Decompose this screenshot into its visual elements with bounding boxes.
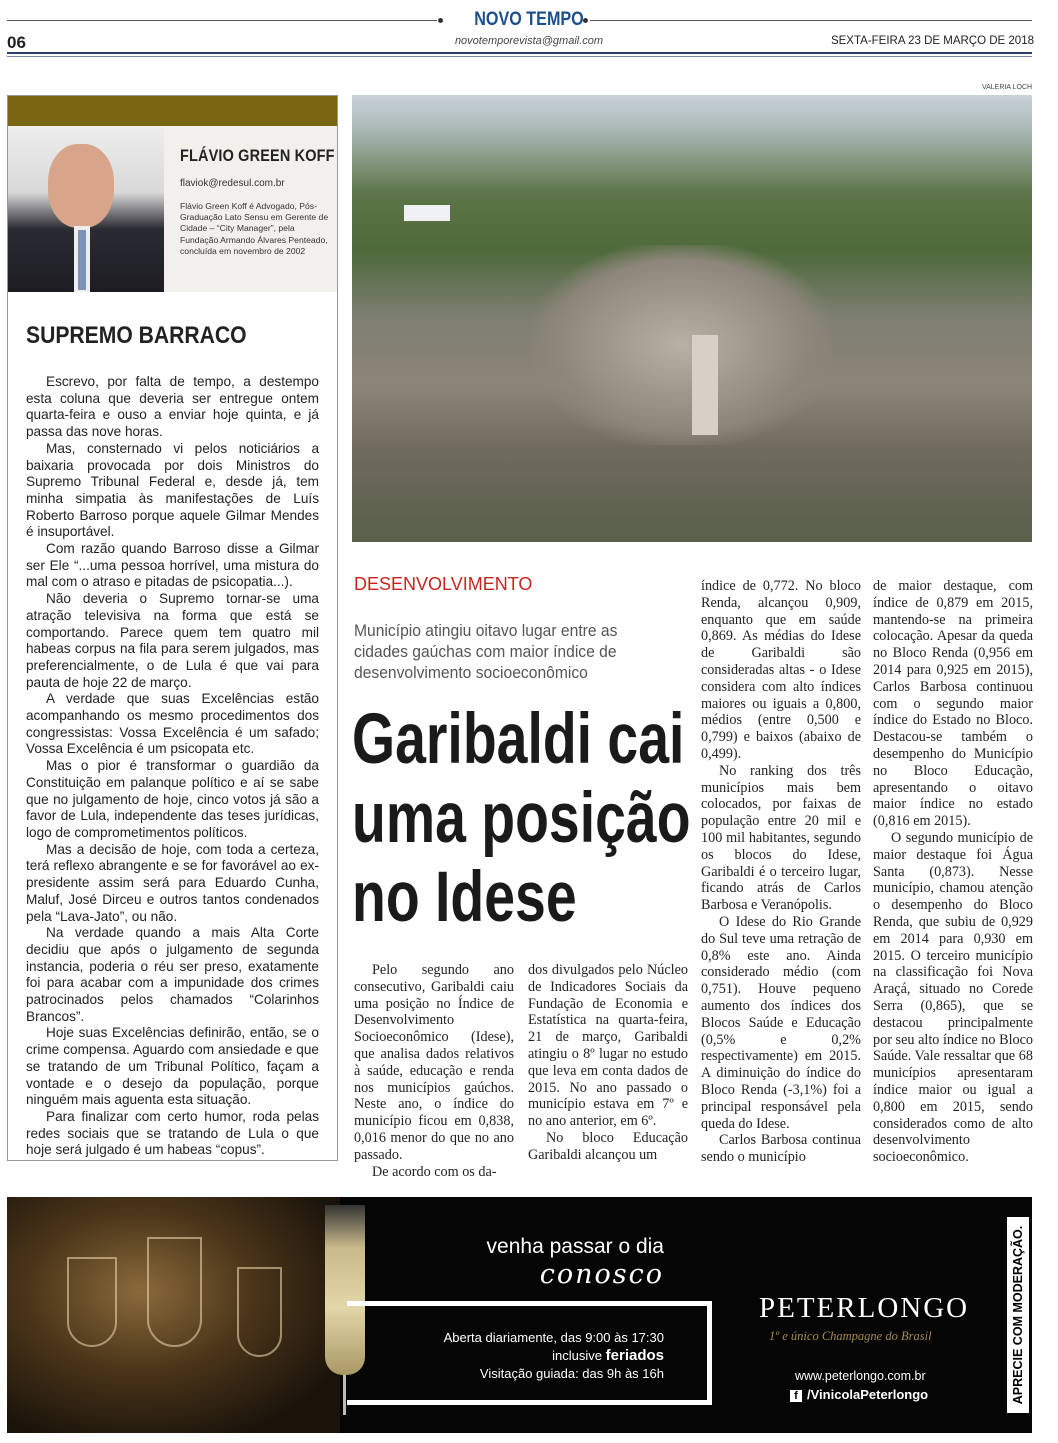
peterlongo-advertisement[interactable] <box>7 1197 1032 1433</box>
paragraph: O Idese do Rio Grande do Sul teve uma retração de 0,8% este ano. Ainda considerado médio (com 0,751). Houve pequeno aumento dos índices dos Blocos Saúde e Educação (0,5% e 0,2% respectivamente) em 2015. A diminuição do índice do Bloco Renda (-3,1%) foi a principal responsável pela queda do Idese. <box>701 913 861 1132</box>
ad-tagline: venha passar o dia <box>486 1235 664 1258</box>
author-info <box>164 126 337 292</box>
paragraph: O segundo município de maior destaque foi Água Santa (0,873). Nesse município, chamou atenção o desempenho do Bloco Renda, que subiu de 0,929 em 2014 para 0,930 em 2015. O terceiro município na classificação foi Nova Araçá, situado no Corede Serra (0,865), que se destacou principalmente por seu alto índice no Bloco Saúde. Vale ressaltar que 68 municípios apresentaram índice maior ou igual a 0,800 em 2015, sendo considerados como de alto desenvolvimento socioeconômico. <box>873 829 1033 1166</box>
paragraph: Mas, consternado vi pelos noticiários a baixaria provocada por dois Ministros do Supremo Tribunal Federal e, desde já, tem minha simpatia às manifestações de Luís Roberto Barroso porque aquele Gilmar Mendes é insuportável. <box>26 440 319 540</box>
header-rule <box>7 56 1032 57</box>
author-name: FLÁVIO GREEN KOFF <box>180 146 335 165</box>
column-title: SUPREMO BARRACO <box>26 322 247 349</box>
paragraph: Pelo segundo ano consecutivo, Garibaldi caiu uma posição no Índice de Desenvolvimento Socioeconômico (Idese), que analisa dados relativos à saúde, educação e renda nos municípios gaúchos. Neste ano, o índice do município ficou em 0,838, 0,016 menor do que no ano passado. <box>354 962 514 1163</box>
paragraph: índice de 0,772. No bloco Renda, alcançou 0,909, enquanto que em saúde 0,869. As médias do Idese de Garibaldi são consideradas altas - o Idese considera com alto índices maiores ou iguais a 0,800, médios (entre 0,500 e 0,799) e baixos (abaixo de 0,499). <box>701 578 861 762</box>
paragraph: Escrevo, por falta de tempo, a destempo esta coluna que deveria ser entregue ontem quarta-feira e ouso a enviar hoje quinta, e já passa das nove horas. <box>26 374 319 440</box>
headline-text: Garibaldi cai uma posição no Idese <box>352 700 691 937</box>
paragraph: Mas a decisão de hoje, com toda a certeza, terá reflexo abrangente e se for favorável ao ex-presidente assim será para Eduardo Cunha, Maluf, José Dirceu e outros tantos condenados pela “Lava-Jato”, ou não. <box>26 841 319 924</box>
ad-tagline-script: conosco <box>539 1259 664 1290</box>
toast-glasses-image <box>7 1197 340 1433</box>
article-section: DESENVOLVIMENTO <box>354 574 533 594</box>
flute-stem <box>343 1375 346 1415</box>
article-column-3 <box>701 578 861 1166</box>
paragraph: dos divulgados pelo Núcleo de Indicadores Sociais da Fundação de Economia e Estatística na quarta-feira, 21 de março, Garibaldi atingiu o 8º lugar no estudo que leva em conta dados de 2015. No ano passado o município estava em 7º e no ano anterior, em 6º. <box>528 962 688 1130</box>
facebook-handle: /VinicolaPeterlongo <box>807 1387 929 1402</box>
warning-text: APRECIE COM MODERAÇÃO. <box>1011 1225 1025 1405</box>
opinion-column <box>7 95 338 1161</box>
building <box>404 205 450 221</box>
paragraph: No ranking dos três municípios mais bem colocados, por faixas de população entre 20 mil e 100 mil habitantes, segundo os blocos do Idese, Garibaldi é o terceiro lugar, ficando atrás de Carlos Barbosa e Veranópolis. <box>701 762 861 914</box>
paragraph: Na verdade quando a mais Alta Corte decidiu que após o julgamento de segunda instancia, poderia o réu ser preso, exatamente foi para acabar com a impunidade dos crimes patrocinados pelos chamados “Colarinhos Brancos”. <box>26 925 319 1024</box>
paragraph: de maior destaque, com índice de 0,879 em 2015, mantendo-se na primeira colocação. Apesar da queda no Bloco Renda (0,956 em 2014 para 0,925 em 2015), Carlos Barbosa continuou com o segundo maior índice do Estado no Bloco. Destacou-se também o desempenho do Município no Bloco Educação, apresentando o oitavo maior índice no estado (0,816 em 2015). <box>873 578 1033 830</box>
author-email[interactable]: flaviok@redesul.com.br <box>180 178 285 189</box>
brand-logo: PETERLONGO <box>759 1292 970 1324</box>
column-band <box>8 96 337 126</box>
facebook-icon: f <box>790 1390 802 1402</box>
paragraph: A verdade que suas Excelências estão acompanhando os mesmo procedimentos dos congressistas: Vossa Excelência é um safado; Vossa Excelência é um psicopata etc. <box>26 691 319 757</box>
glass <box>237 1267 282 1357</box>
paragraph: No bloco Educação Garibaldi alcançou um <box>528 1129 688 1163</box>
author-photo <box>8 126 164 292</box>
author-tie <box>78 230 86 290</box>
city-center <box>532 245 832 445</box>
facebook-link[interactable] <box>790 1387 928 1402</box>
article-column-2 <box>528 962 688 1164</box>
header-rule <box>7 52 1032 54</box>
paragraph: Para finalizar com certo humor, roda pelas redes sociais que se tratando de Lula o que hoje será julgado é um habeas “copus”. <box>26 1108 319 1158</box>
brand-slogan: 1º e único Champagne do Brasil <box>769 1329 932 1343</box>
aerial-city-photo <box>352 95 1032 542</box>
masthead-email[interactable]: novotemporevista@gmail.com <box>454 35 604 47</box>
holidays-line <box>444 1347 664 1365</box>
paragraph: Não deveria o Supremo tornar-se uma atração televisiva na forma que está se comportando. Parece quem tem quatro mil habeas corpus na fila para serem julgados, mas preferencialmente, o de Lula é que vai para pauta de hoje 22 de março. <box>26 591 319 690</box>
author-face <box>48 144 114 228</box>
opening-hours <box>444 1329 664 1383</box>
paragraph: De acordo com os da- <box>372 1163 497 1180</box>
holidays-prefix: inclusive <box>552 1348 603 1363</box>
masthead: NOVO TEMPO <box>474 9 584 30</box>
column-body <box>26 374 319 1159</box>
hours-text: Aberta diariamente, das 9:00 às 17:30 <box>443 1330 664 1345</box>
page-number: 06 <box>7 33 26 52</box>
paragraph: Carlos Barbosa continua sendo o município <box>701 1132 861 1166</box>
glass <box>67 1257 117 1347</box>
moderation-warning <box>1007 1217 1029 1413</box>
article-column-4 <box>873 578 1033 1166</box>
article-column-1 <box>354 962 514 1180</box>
guided-tour-text: Visitação guiada: das 9h às 16h <box>479 1366 664 1381</box>
issue-date: SEXTA-FEIRA 23 DE MARÇO DE 2018 <box>830 35 1034 47</box>
paragraph: Com razão quando Barroso disse a Gilmar ser Ele “...uma pessoa horrível, uma mistura do mal com o atraso e pitadas de psicopatia...). <box>26 541 319 590</box>
glass <box>147 1237 202 1347</box>
church <box>692 335 718 435</box>
paragraph: Hoje suas Excelências definirão, então, se o crime compensa. Aguardo com ansiedade e que se tratando de um Tribunal Político, façam a vontade e o desejo da população, porque ninguém mais aguenta esta situação. <box>26 1025 319 1108</box>
paragraph: Mas o pior é transformar o guardião da Constituição em palanque político e aí se sabe que no julgamento de hoje, cinco votos já são a favor de Lula, independente das teses jurídicas, logo de comprometimentos políticos. <box>26 758 319 840</box>
author-bio: Flávio Green Koff é Advogado, Pós-Graduação Lato Sensu em Gerente de Cidade – “City Manager”, pela Fundação Armando Álvares Penteado, concluída em novembro de 2002 <box>180 201 329 256</box>
article-headline <box>352 700 691 937</box>
article-subtitle: Município atingiu oitavo lugar entre as cidades gaúchas com maior índice de desenvolvimento socioeconômico <box>354 621 618 682</box>
photo-credit: VALERIA LOCH <box>981 84 1032 91</box>
holidays-text: feriados <box>605 1347 664 1364</box>
brand-website[interactable]: www.peterlongo.com.br <box>795 1369 926 1383</box>
